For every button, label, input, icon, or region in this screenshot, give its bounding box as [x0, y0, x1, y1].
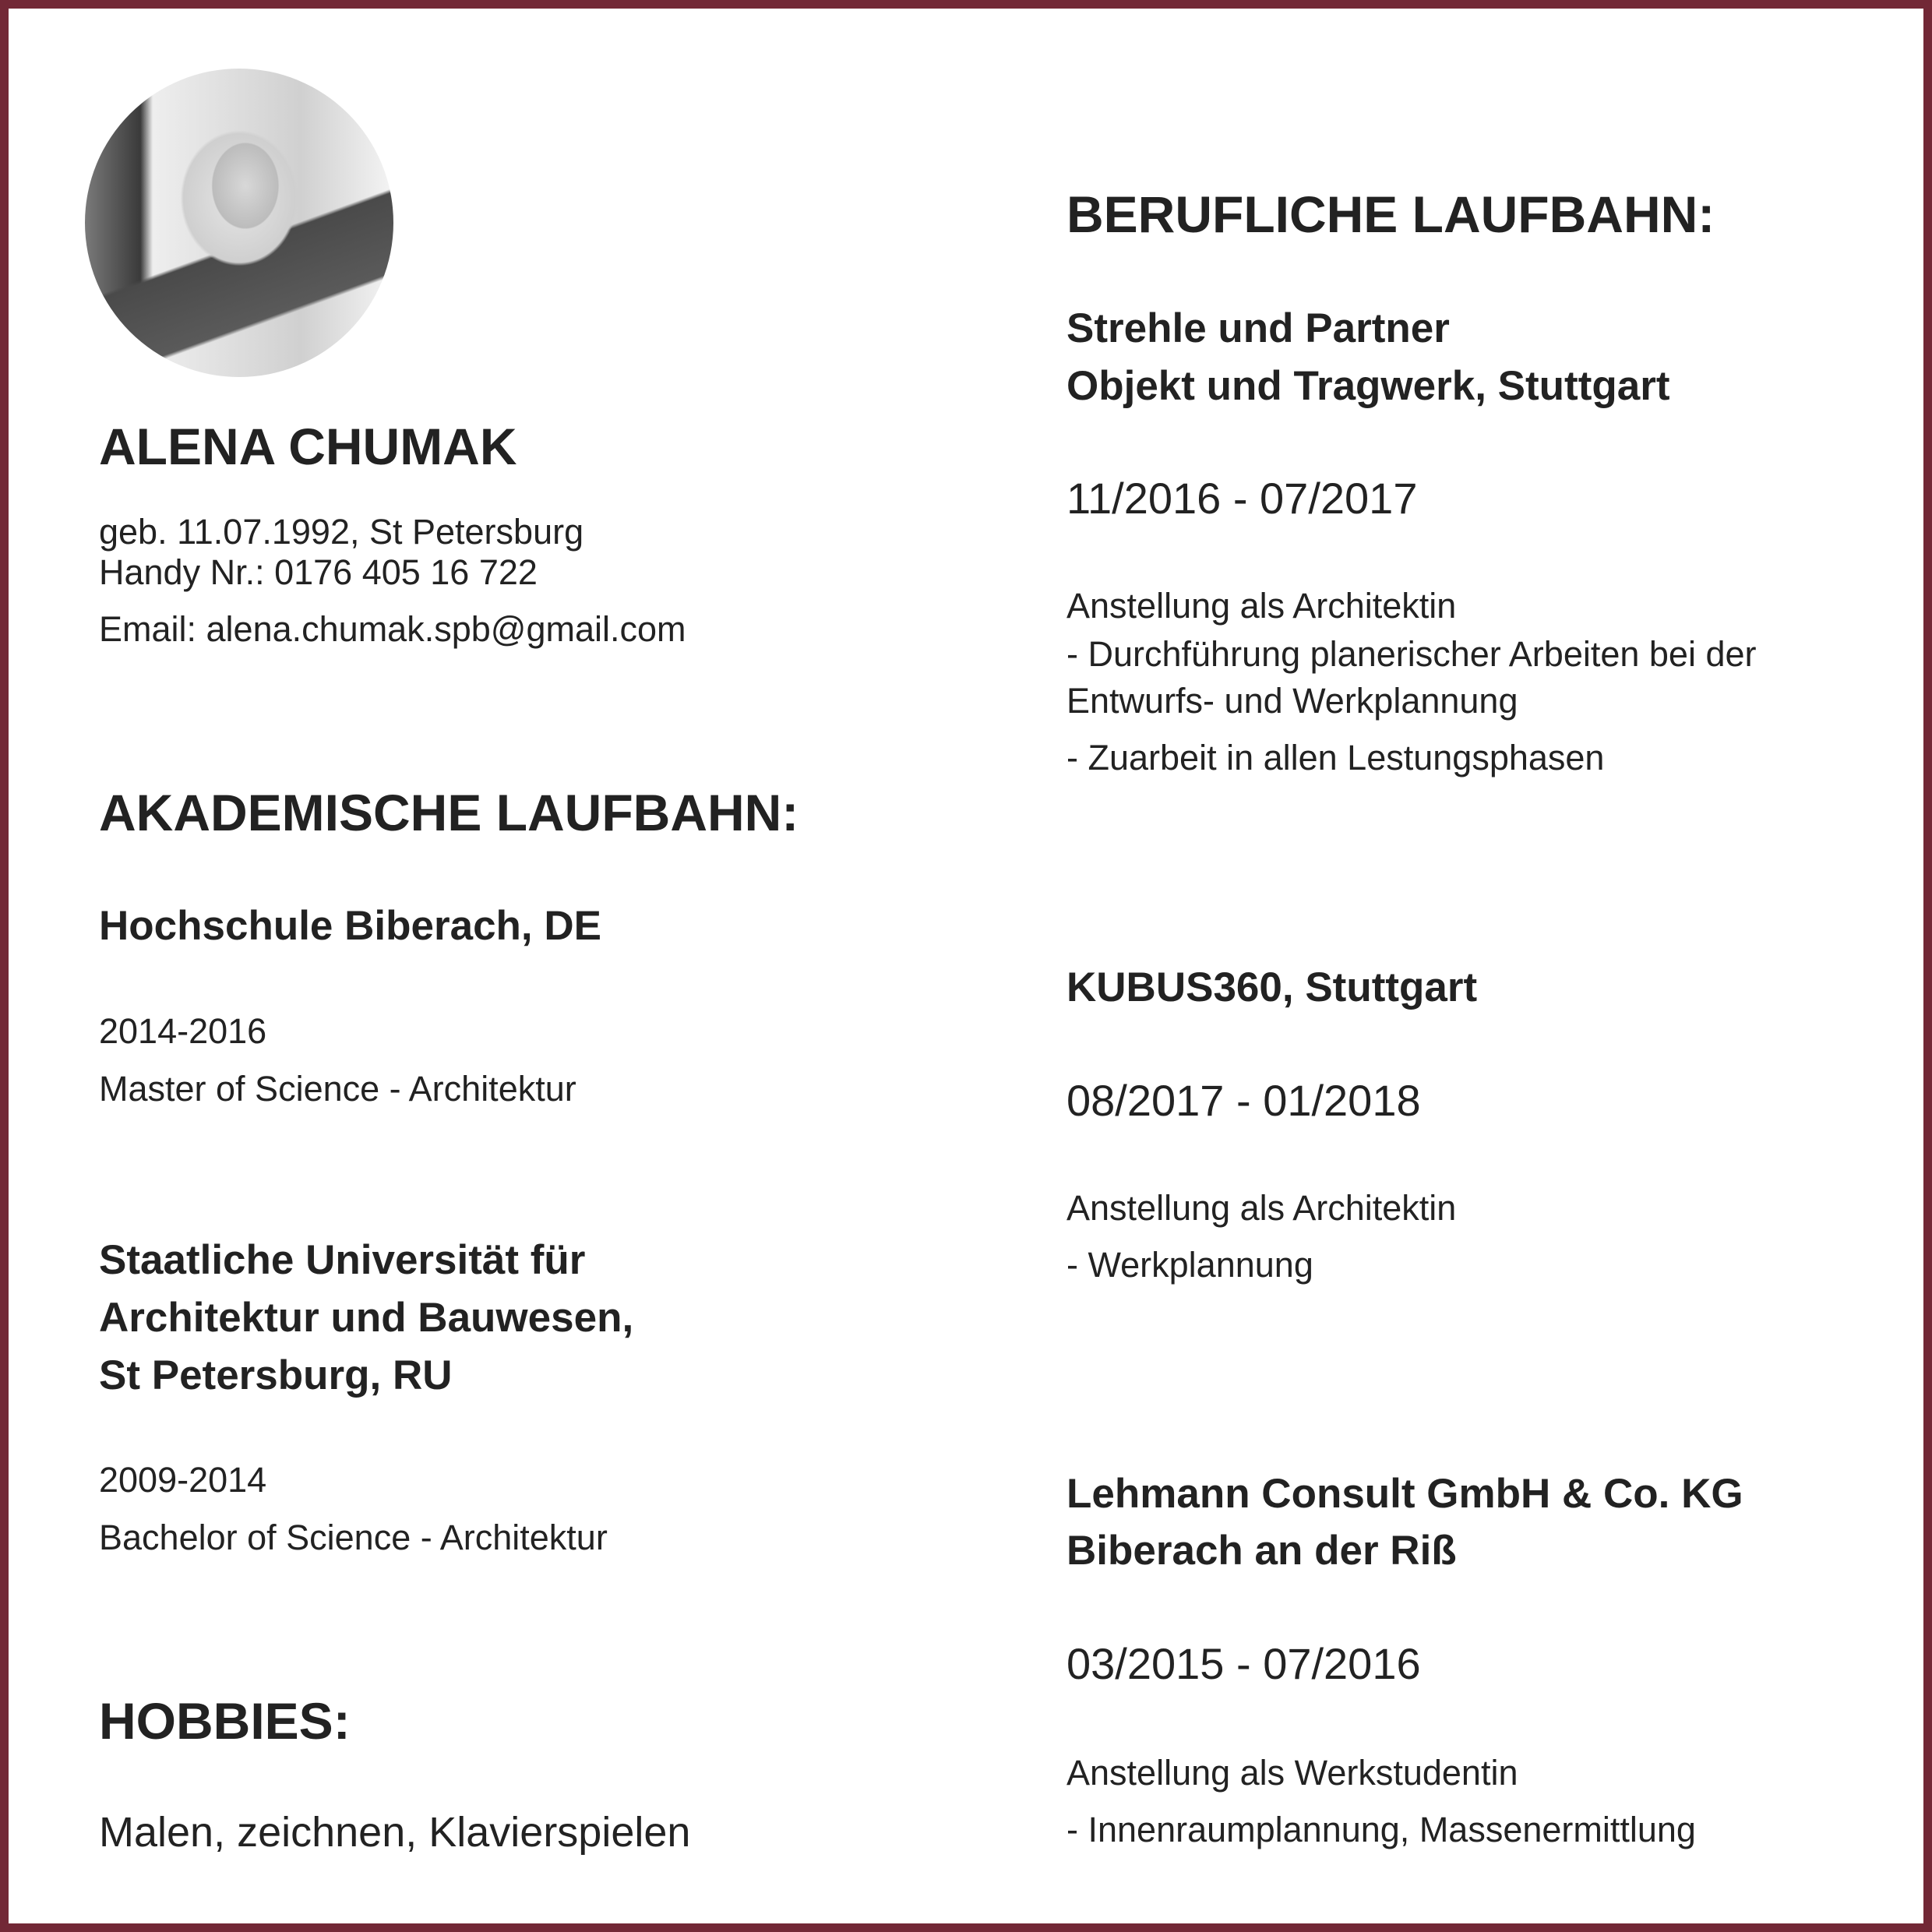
person-name: ALENA CHUMAK	[99, 418, 517, 475]
employment-period: 08/2017 - 01/2018	[1066, 1076, 1421, 1125]
job-detail: Entwurfs- und Werkplannung	[1066, 681, 1518, 721]
email-address: Email: alena.chumak.spb@gmail.com	[99, 609, 686, 649]
employment-period: 11/2016 - 07/2017	[1066, 474, 1418, 523]
hobbies-heading: HOBBIES:	[99, 1692, 351, 1750]
employment-period: 03/2015 - 07/2016	[1066, 1639, 1421, 1688]
job-detail: Anstellung als Architektin	[1066, 1188, 1457, 1228]
company-name: KUBUS360, Stuttgart	[1066, 964, 1478, 1010]
profile-photo	[85, 69, 393, 377]
job-detail: - Werkplannung	[1066, 1245, 1313, 1285]
institution-name: Architektur und Bauwesen,	[99, 1295, 634, 1341]
job-detail: - Innenraumplannung, Massenermittlung	[1066, 1810, 1696, 1849]
career-heading: BERUFLICHE LAUFBAHN:	[1066, 185, 1715, 243]
company-name: Strehle und Partner	[1066, 305, 1450, 351]
academic-heading: AKADEMISCHE LAUFBAHN:	[99, 784, 799, 841]
company-name: Biberach an der Riß	[1066, 1528, 1457, 1574]
study-years: 2009-2014	[99, 1460, 267, 1500]
job-detail: Anstellung als Architektin	[1066, 586, 1457, 626]
company-name: Objekt und Tragwerk, Stuttgart	[1066, 363, 1670, 409]
study-years: 2014-2016	[99, 1011, 267, 1051]
hobbies-text: Malen, zeichnen, Klavierspielen	[99, 1809, 691, 1856]
job-detail: - Zuarbeit in allen Lestungsphasen	[1066, 738, 1605, 777]
job-detail: Anstellung als Werkstudentin	[1066, 1753, 1518, 1793]
job-detail: - Durchführung planerischer Arbeiten bei der	[1066, 634, 1757, 674]
institution-name: Hochschule Biberach, DE	[99, 903, 602, 949]
birth-info: geb. 11.07.1992, St Petersburg	[99, 512, 584, 552]
phone-number: Handy Nr.: 0176 405 16 722	[99, 552, 538, 592]
degree: Master of Science - Architektur	[99, 1069, 576, 1109]
institution-name: Staatliche Universität für	[99, 1237, 586, 1283]
company-name: Lehmann Consult GmbH & Co. KG	[1066, 1471, 1743, 1517]
institution-name: St Petersburg, RU	[99, 1352, 453, 1398]
degree: Bachelor of Science - Architektur	[99, 1518, 608, 1557]
